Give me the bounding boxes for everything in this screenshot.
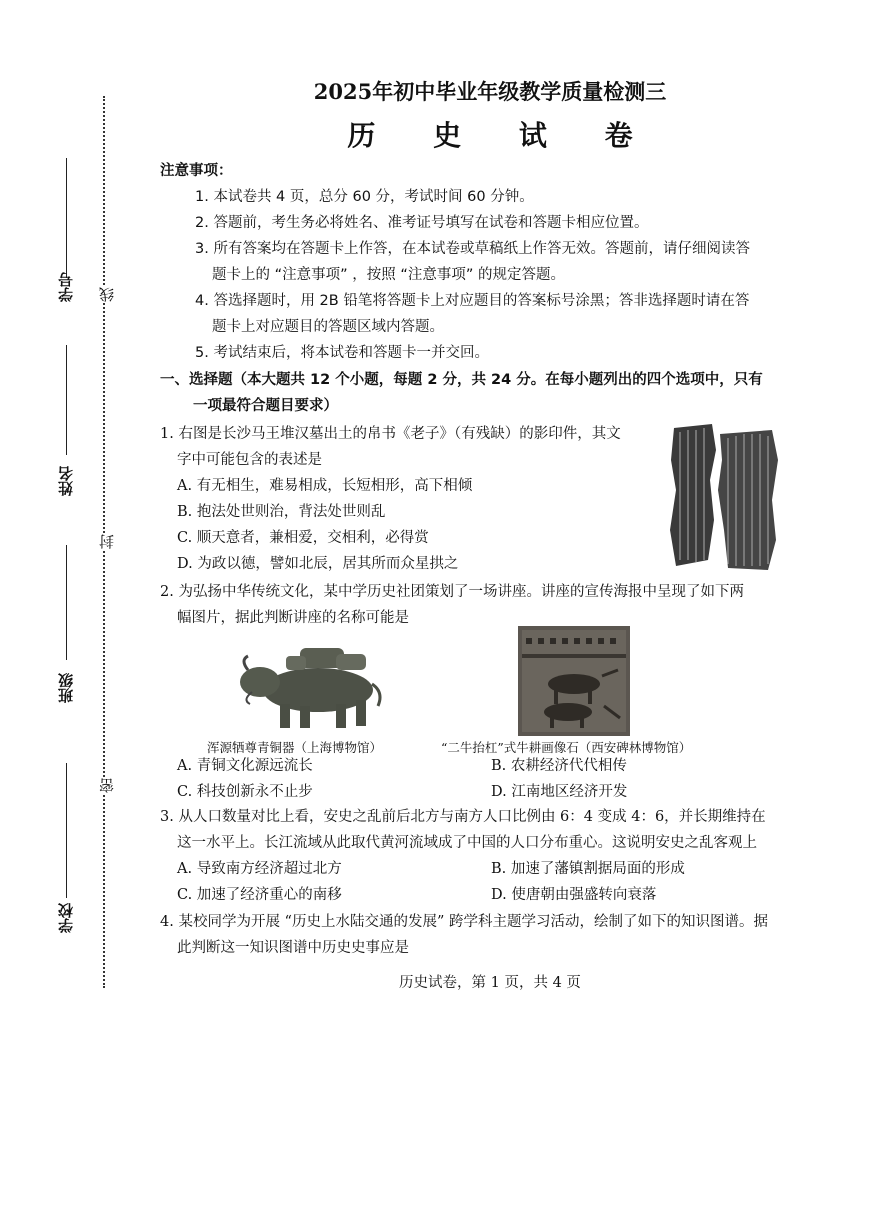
section-heading-cont: 一项最符合题目要求） xyxy=(193,398,338,414)
class-line xyxy=(66,545,67,660)
notice-item: 题卡上的 “注意事项” ，按照 “注意事项” 的规定答题。 xyxy=(212,267,565,283)
q1-option-b: B. 抱法处世则治，背法处世则乱 xyxy=(177,504,386,520)
q3-option-d: D. 使唐朝由强盛转向衰落 xyxy=(491,887,657,903)
bronze-ox-vessel-image xyxy=(238,640,388,732)
notice-item: 2. 答题前，考生务必将姓名、准考证号填写在试卷和答题卡相应位置。 xyxy=(195,215,649,231)
q2-option-c: C. 科技创新永不止步 xyxy=(177,784,313,800)
ox-plowing-relief-image xyxy=(518,626,630,736)
q4-stem-cont: 此判断这一知识图谱中历史史事应是 xyxy=(177,940,409,956)
q1-stem-cont: 字中可能包含的表述是 xyxy=(177,452,322,468)
q2-caption-left: 浑源牺尊青铜器（上海博物馆） xyxy=(207,740,383,755)
q3-option-c: C. 加速了经济重心的南移 xyxy=(177,887,342,903)
q3-stem: 3. 从人口数量对比上看，安史之乱前后北方与南方人口比例由 6：4 变成 4：6，并长期维持在 xyxy=(160,809,766,825)
name-line xyxy=(66,345,67,455)
notice-item: 题卡上对应题目的答题区域内答题。 xyxy=(212,319,444,335)
page-footer: 历史试卷，第 1 页，共 4 页 xyxy=(399,975,581,991)
q1-option-d: D. 为政以德，譬如北辰，居其所而众星拱之 xyxy=(177,556,459,572)
notice-heading: 注意事项： xyxy=(160,163,233,179)
seal-mark-seal: 封 xyxy=(98,534,116,549)
notice-item: 1. 本试卷共 4 页，总分 60 分，考试时间 60 分钟。 xyxy=(195,189,534,205)
seal-mark-secret: 密 xyxy=(98,778,116,793)
school-label: 学校 xyxy=(57,903,75,933)
q2-caption-right: “二牛抬杠”式牛耕画像石（西安碑林博物馆） xyxy=(441,740,692,755)
section-heading: 一、选择题（本大题共 12 个小题，每题 2 分，共 24 分。在每小题列出的四个选项中，只有 xyxy=(160,372,763,388)
seal-mark-line: 线 xyxy=(98,287,116,302)
q3-option-b: B. 加速了藩镇割据局面的形成 xyxy=(491,861,685,877)
q2-stem: 2. 为弘扬中华传统文化，某中学历史社团策划了一场讲座。讲座的宣传海报中呈现了如下两 xyxy=(160,584,744,600)
q2-option-d: D. 江南地区经济开发 xyxy=(491,784,628,800)
q3-option-a: A. 导致南方经济超过北方 xyxy=(177,861,342,877)
q2-option-a: A. 青铜文化源远流长 xyxy=(177,758,313,774)
silk-manuscript-image xyxy=(668,420,782,572)
notice-item: 3. 所有答案均在答题卡上作答，在本试卷或草稿纸上作答无效。答题前，请仔细阅读答 xyxy=(195,241,750,257)
q4-stem: 4. 某校同学为开展 “历史上水陆交通的发展” 跨学科主题学习活动，绘制了如下的知识图谱。据 xyxy=(160,914,768,930)
exam-title: 2025年初中毕业年级教学质量检测三 xyxy=(313,79,667,104)
q2-option-b: B. 农耕经济代代相传 xyxy=(491,758,627,774)
q1-stem: 1. 右图是长沙马王堆汉墓出土的帛书《老子》（有残缺）的影印件，其文 xyxy=(160,426,621,442)
subject-title: 历 史 试 卷 xyxy=(347,119,657,152)
school-line xyxy=(66,763,67,898)
q1-option-c: C. 顺天意者，兼相爱，交相利，必得赏 xyxy=(177,530,429,546)
class-label: 班级 xyxy=(57,673,75,703)
q3-stem-cont: 这一水平上。长江流域从此取代黄河流域成了中国的人口分布重心。这说明安史之乱客观上 xyxy=(177,835,757,851)
q2-stem-cont: 幅图片，据此判断讲座的名称可能是 xyxy=(177,610,409,626)
name-label: 姓名 xyxy=(57,466,75,496)
student-id-label: 学号 xyxy=(57,272,75,302)
notice-item: 5. 考试结束后，将本试卷和答题卡一并交回。 xyxy=(195,345,489,361)
q1-option-a: A. 有无相生，难易相成，长短相形，高下相倾 xyxy=(177,478,473,494)
notice-item: 4. 答选择题时，用 2B 铅笔将答题卡上对应题目的答案标号涂黑；答非选择题时请在答 xyxy=(195,293,750,309)
student-id-line xyxy=(66,158,67,278)
